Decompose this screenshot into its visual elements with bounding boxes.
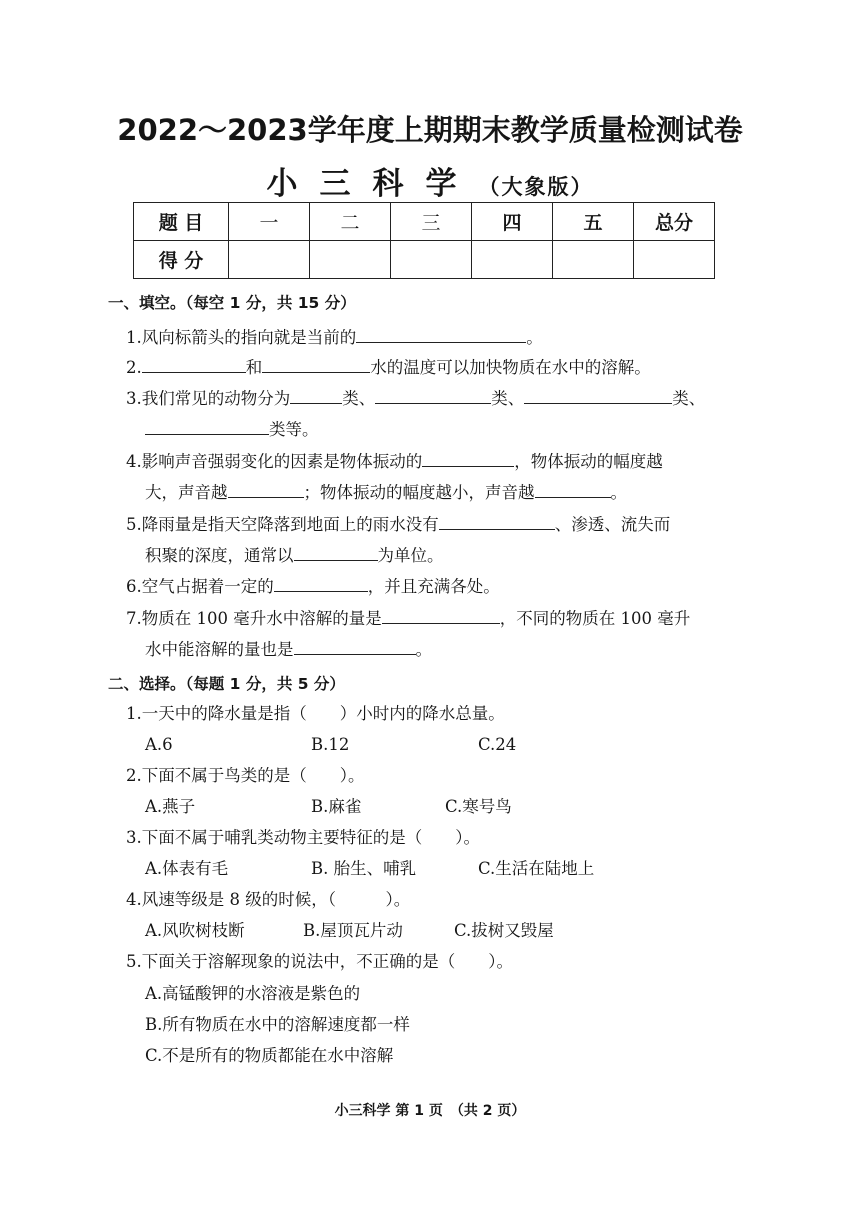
question-text: 、渗透、流失而 [554,515,671,534]
question-text: 7.物质在 100 毫升水中溶解的量是 [126,609,382,628]
section-fill-in-heading: 一、填空。（每空 1 分，共 15 分） [108,294,356,312]
exam-title: 2022～2023学年度上期期末教学质量检测试卷 [117,113,743,147]
question-text: 6.空气占据着一定的 [126,577,274,596]
score-table [133,202,715,279]
question-text: 为单位。 [377,546,444,565]
choice-question-1: 1.一天中的降水量是指（ ）小时内的降水总量。 [126,704,505,723]
answer-blank[interactable] [228,482,304,498]
answer-blank[interactable] [375,388,491,404]
section-choice-heading: 二、选择。（每题 1 分，共 5 分） [108,675,345,693]
choice-question-5: 5.下面关于溶解现象的说法中，不正确的是（ ）。 [126,952,513,971]
answer-blank[interactable] [524,388,672,404]
option-b[interactable]: B.所有物质在水中的溶解速度都一样 [145,1015,410,1034]
answer-blank[interactable] [382,608,500,624]
question-1-4 [126,451,663,472]
answer-blank[interactable] [142,357,246,373]
option-c[interactable]: C.拔树又毁屋 [454,921,554,940]
score-row-label: 得 分 [134,241,229,279]
question-1-7 [126,608,690,629]
answer-blank[interactable] [356,327,526,343]
answer-blank[interactable] [422,451,514,467]
question-text: 2. [126,358,142,377]
score-cell[interactable] [553,241,634,279]
option-b[interactable]: B.12 [311,735,350,754]
subject-name: 小三科学 [266,166,479,202]
question-1-6 [126,576,500,597]
option-a[interactable]: A.风吹树枝断 [145,921,245,940]
score-cell[interactable] [391,241,472,279]
answer-blank[interactable] [290,388,342,404]
question-text: 类等。 [269,420,319,439]
choice-question-2: 2.下面不属于鸟类的是（ ）。 [126,766,365,785]
answer-blank[interactable] [439,514,555,530]
question-text: ，并且充满各处。 [367,577,500,596]
question-1-5-line-2 [145,545,444,566]
option-b[interactable]: B.麻雀 [311,797,362,816]
question-text: 。 [526,328,543,347]
score-cell[interactable] [310,241,391,279]
question-text: ，不同的物质在 100 毫升 [499,609,691,628]
question-1-2 [126,357,651,378]
question-1-4-line-2 [145,482,627,503]
page-footer: 小三科学 第 1 页 （共 2 页） [334,1103,526,1119]
answer-blank[interactable] [294,545,378,561]
question-text: 水中能溶解的量也是 [145,640,294,659]
answer-blank[interactable] [294,639,416,655]
score-header-cell: 三 [391,203,472,241]
question-text: 水的温度可以加快物质在水中的溶解。 [370,358,651,377]
question-text: 。 [610,483,627,502]
option-c[interactable]: C.生活在陆地上 [478,859,595,878]
score-header-cell: 题 目 [134,203,229,241]
question-1-5 [126,514,670,535]
exam-subtitle [0,158,860,203]
question-text: ；物体振动的幅度越小，声音越 [303,483,535,502]
option-a[interactable]: A.6 [145,735,173,754]
question-text: 5.降雨量是指天空降落到地面上的雨水没有 [126,515,439,534]
score-cell[interactable] [472,241,553,279]
score-cell[interactable] [229,241,310,279]
answer-blank[interactable] [262,357,370,373]
score-header-cell: 五 [553,203,634,241]
option-a[interactable]: A.燕子 [145,797,196,816]
question-text: ，物体振动的幅度越 [514,452,663,471]
answer-blank[interactable] [274,576,368,592]
question-text: 积聚的深度，通常以 [145,546,294,565]
score-header-cell: 四 [472,203,553,241]
answer-blank[interactable] [535,482,611,498]
question-text: 类、 [342,389,376,408]
question-1-3 [126,388,705,409]
question-text: 4.影响声音强弱变化的因素是物体振动的 [126,452,423,471]
option-a[interactable]: A.体表有毛 [145,859,229,878]
question-1-7-line-2 [145,639,432,660]
question-text: 。 [415,640,432,659]
question-text: 1.风向标箭头的指向就是当前的 [126,328,357,347]
option-b[interactable]: B.屋顶瓦片动 [303,921,403,940]
score-table-header-row [134,203,715,241]
score-header-cell: 一 [229,203,310,241]
question-text: 类、 [672,389,706,408]
score-table-score-row [134,241,715,279]
option-a[interactable]: A.高锰酸钾的水溶液是紫色的 [145,984,361,1003]
question-text: 大，声音越 [145,483,228,502]
question-1-3-line-2 [145,419,319,440]
option-c[interactable]: C.不是所有的物质都能在水中溶解 [145,1046,394,1065]
score-header-cell: 总分 [634,203,715,241]
question-text: 和 [245,358,263,377]
edition-label: （大象版） [478,175,594,199]
choice-question-4: 4.风速等级是 8 级的时候，（ ）。 [126,890,411,909]
option-b[interactable]: B. 胎生、哺乳 [311,859,417,878]
question-text: 3.我们常见的动物分为 [126,389,291,408]
choice-question-3: 3.下面不属于哺乳类动物主要特征的是（ ）。 [126,828,480,847]
option-c[interactable]: C.寒号鸟 [445,797,512,816]
question-1-1 [126,327,543,348]
score-cell[interactable] [634,241,715,279]
answer-blank[interactable] [145,419,269,435]
question-text: 类、 [491,389,525,408]
score-header-cell: 二 [310,203,391,241]
option-c[interactable]: C.24 [478,735,517,754]
